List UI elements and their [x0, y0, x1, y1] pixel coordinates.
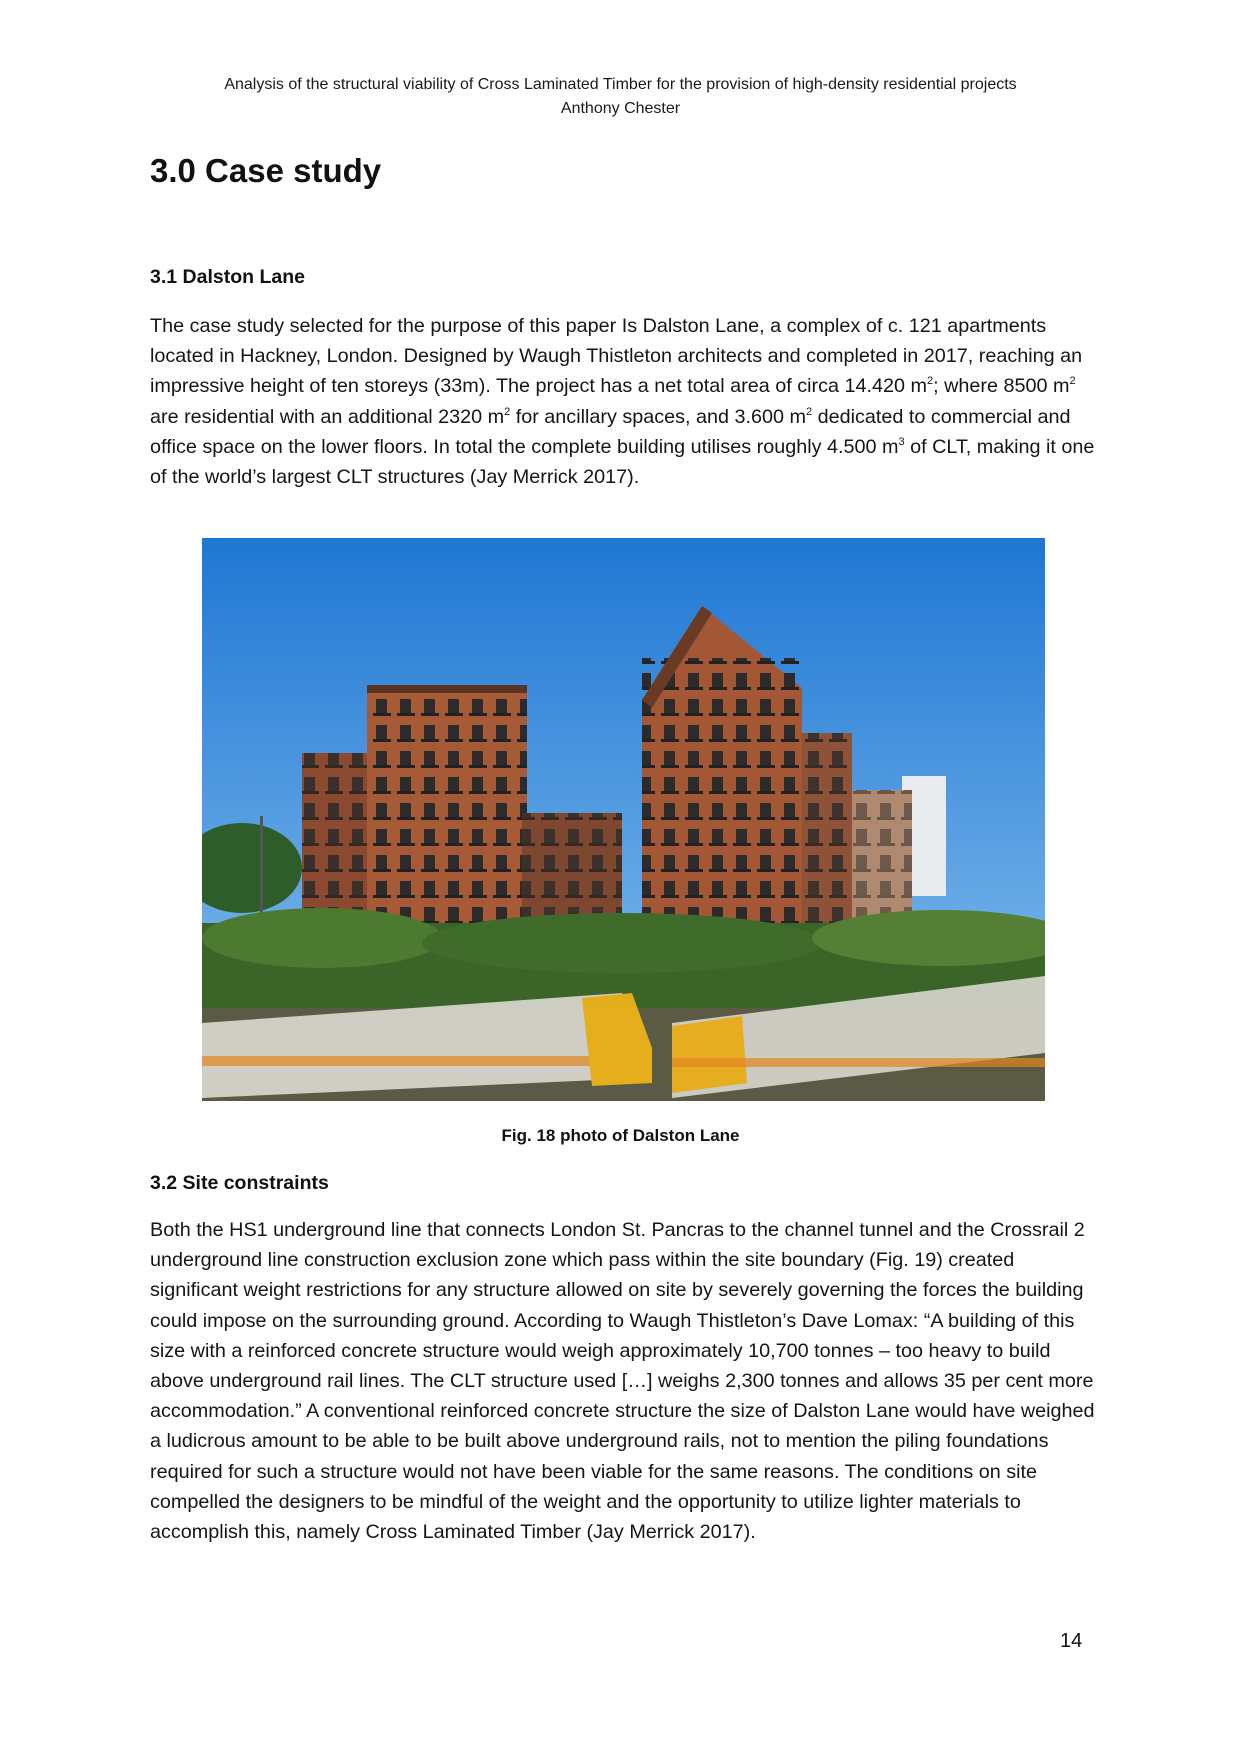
- paragraph-dalston-lane: The case study selected for the purpose of this paper Is Dalston Lane, a complex of c. 121 apartments located in Hackney, London. Designed by Waugh Thistleton architects and completed in 2017, reaching an impressive height of ten storeys (33m). The project has a net total area of circa 14.420 $m^2$; where 8500 $m^2$ are residential with an additional 2320 $m^2$ for ancillary spaces, and 3.600 $m^2$ dedicated to commercial and office space on the lower floors. In total the complete building utilises roughly 4.500 $m^3$ of CLT, making it one of the world’s largest CLT structures (Jay Merrick 2017).: [150, 315, 1095, 489]
- subsection-title-dalston-lane: 3.1 Dalston Lane: [150, 266, 305, 288]
- section-title: 3.0 Case study: [150, 152, 382, 189]
- running-header-title: Analysis of the structural viability of Cross Laminated Timber for the provision of high-density residential projects: [224, 76, 1017, 93]
- page-number: 14: [1060, 1630, 1083, 1652]
- figure-caption: Fig. 18 photo of Dalston Lane: [501, 1126, 740, 1145]
- paragraph-site-constraints: Both the HS1 underground line that connects London St. Pancras to the channel tunnel and the Crossrail 2 underground line construction exclusion zone which pass within the site boundary (Fig. 19) created significant weight restrictions for any structure allowed on site by severely governing the forces the building could impose on the surrounding ground. According to Waugh Thistleton’s Dave Lomax: “A building of this size with a reinforced concrete structure would weigh approximately 10,700 tonnes – too heavy to build above underground rail lines. The CLT structure used […] weighs 2,300 tonnes and allows 35 per cent more accommodation.” A conventional reinforced concrete structure the size of Dalston Lane would have weighed a ludicrous amount to be able to be built above underground rails, not to mention the piling foundations required for such a structure would not have been viable for the same reasons. The conditions on site compelled the designers to be mindful of the weight and the opportunity to utilize lighter materials to accomplish this, namely Cross Laminated Timber (Jay Merrick 2017).: [150, 1219, 1095, 1544]
- running-header: [150, 73, 1091, 121]
- photo-illustration: [202, 538, 1045, 1101]
- running-header-author: Anthony Chester: [560, 100, 681, 117]
- dalston-lane-photo: [202, 538, 1045, 1101]
- subsection-title-site-constraints: 3.2 Site constraints: [150, 1172, 329, 1194]
